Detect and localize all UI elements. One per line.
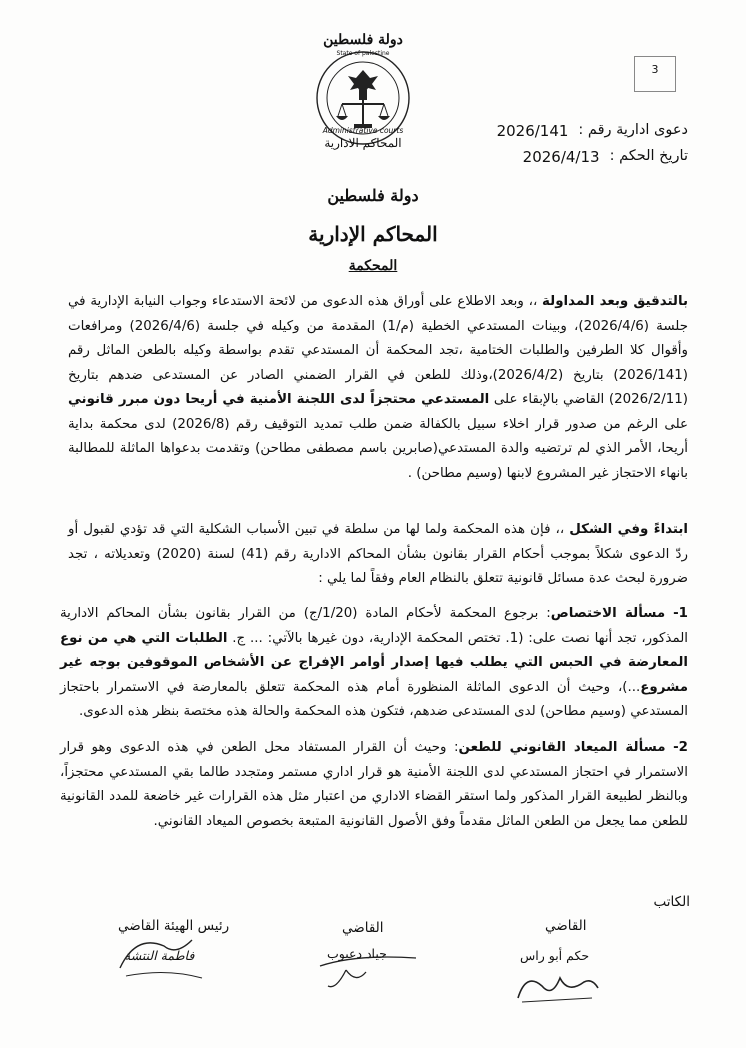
state-title: دولة فلسطين xyxy=(327,186,419,205)
judgment-date: 2026/4/13 xyxy=(522,148,600,166)
president-label: رئيس الهيئة القاضي xyxy=(118,918,230,934)
page-number-box xyxy=(634,56,676,92)
item-text: : وحيث أن القرار المستفاد محل الطعن في هذه الدعوى وهو قرار الاستمرار في احتجاز المستدعي لدى اللجنة الأمنية هو قرار اداري مستمر ومتجدد طالما بقي المستدعي محتجزاً، وبالنظر لطبيعة القرار المذكور ولما استقر القضاء الاداري من اعتبار مثل هذه القرارات غير خاضعة للمدد القانونية للطعن مما يجعل من الطعن الماثل مقدماً وفق الأصول القانونية المتبعة بخصوص الميعاد القانوني. xyxy=(60,740,688,829)
judgment-date-row xyxy=(523,148,688,166)
item-text: : برجوع المحكمة لأحكام المادة (1/20/ج) من القرار بقانون بشأن المحاكم الادارية المذكور، تجد أنها نصت على: (1. تختص المحكمة الإدارية، دون غيرها بالآتي: ... ج. xyxy=(60,606,689,646)
courts-title: المحاكم الإدارية xyxy=(308,222,438,246)
list-item xyxy=(60,736,688,834)
item-lead: مسألة الميعاد القانوني للطعن xyxy=(458,740,666,755)
judge-middle-label: القاضي xyxy=(342,920,384,936)
seal-arabic-bottom: المحاكم الادارية xyxy=(324,136,402,150)
judgment-date-label: تاريخ الحكم : xyxy=(609,148,688,164)
judge-right-signature xyxy=(512,968,602,1008)
seal-english-top: State of palestine xyxy=(336,50,390,57)
item-number: 2- xyxy=(673,740,688,755)
list-item xyxy=(60,602,688,725)
president-signature xyxy=(106,928,216,988)
intro-lead: بالتدقيق وبعد المداولة xyxy=(542,294,689,309)
clerk-label: الكاتب xyxy=(653,894,690,910)
president-name: فاطمة النتشة xyxy=(124,948,195,963)
item-lead: مسألة الاختصاص xyxy=(550,606,666,621)
page-number: 3 xyxy=(651,63,659,76)
intro-bold: المستدعي محتجزاً لدى اللجنة الأمنية في أريحا دون مبرر قانوني xyxy=(68,392,490,407)
intro-text-2: على الرغم من صدور قرار اخلاء سبيل بالكفالة ضمن طلب تمديد التوقيف رقم (2026/8) لدى محكمة بداية أريحا، الأمر الذي لم ترتضيه والدة المستدعي(صابرين باسم مصطفى مطاحن) وتقدمت بدعواها الماثلة للمطالبة بانهاء الاحتجاز غير المشروع لابنها (وسيم مطاحن) . xyxy=(68,416,688,481)
judge-middle-name: جياد دعبوب xyxy=(327,946,387,961)
item-number: 1- xyxy=(673,606,688,621)
intro-text: ،، وبعد الاطلاع على أوراق هذه الدعوى من لائحة الاستدعاء وجواب النيابة الإدارية في جلسة (2026/4/6)، وبينات المستدعي الخطية (م/1) المقدمة من وكيله في جلسة (2026/4/6) ومرافعات وأقوال كلا الطرفين والطلبات الختامية ،تجد المحكمة أن المستدعي تقدم بواسطة وكيله بالطعن الماثل رقم (2026/141) بتاريخ (2026/4/2)،وذلك للطعن في القرار الضمني الصادر عن المستدعى ضدهم بتاريخ (2026/2/11) القاضي بالإبقاء على xyxy=(68,294,689,407)
judge-right-name: حكم أبو راس xyxy=(520,948,590,963)
court-seal xyxy=(296,30,430,160)
formal-lead: ابتداءً وفي الشكل xyxy=(569,522,689,537)
item-bold: الطلبات التي هي من نوع المعارضة في الحبس التي يطلب فيها إصدار أوامر الإفراج عن الأشخاص الموقوفين بوجه غير مشروع xyxy=(60,630,688,695)
intro-paragraph xyxy=(68,290,688,486)
judge-right-label: القاضي xyxy=(545,918,587,934)
seal-arabic-top: دولة فلسطين xyxy=(323,32,403,48)
formal-text: ،، فإن هذه المحكمة ولما لها من سلطة في تبين الأسباب الشكلية التي قد تؤدي لقبول أو ردّ الدعوى شكلاً بموجب أحكام القرار بقانون بشأن المحاكم الادارية رقم (41) لسنة (2020) وتعديلاته ، تجد ضرورة لبحث عدة مسائل قانونية تتعلق بالنظام العام وفقاً لما يلي : xyxy=(68,522,688,586)
case-number-row xyxy=(497,122,688,140)
case-number-label: دعوى ادارية رقم : xyxy=(578,122,688,138)
formal-paragraph xyxy=(68,518,688,592)
court-title: المحكمة xyxy=(348,258,398,274)
seal-english-bottom: Administrative courts xyxy=(322,126,404,135)
case-number: 2026/141 xyxy=(496,122,569,140)
item-text-2: ...)، وحيث أن الدعوى الماثلة المنظورة أمام هذه المحكمة تتعلق بالمعارضة في الاستمرار باحتجاز المستدعي (وسيم مطاحن) لدى المستدعى ضدهم، فتكون هذه المحكمة والحالة هذه مختصة بنظر هذه الدعوى. xyxy=(60,679,688,719)
judge-middle-signature xyxy=(316,940,426,996)
